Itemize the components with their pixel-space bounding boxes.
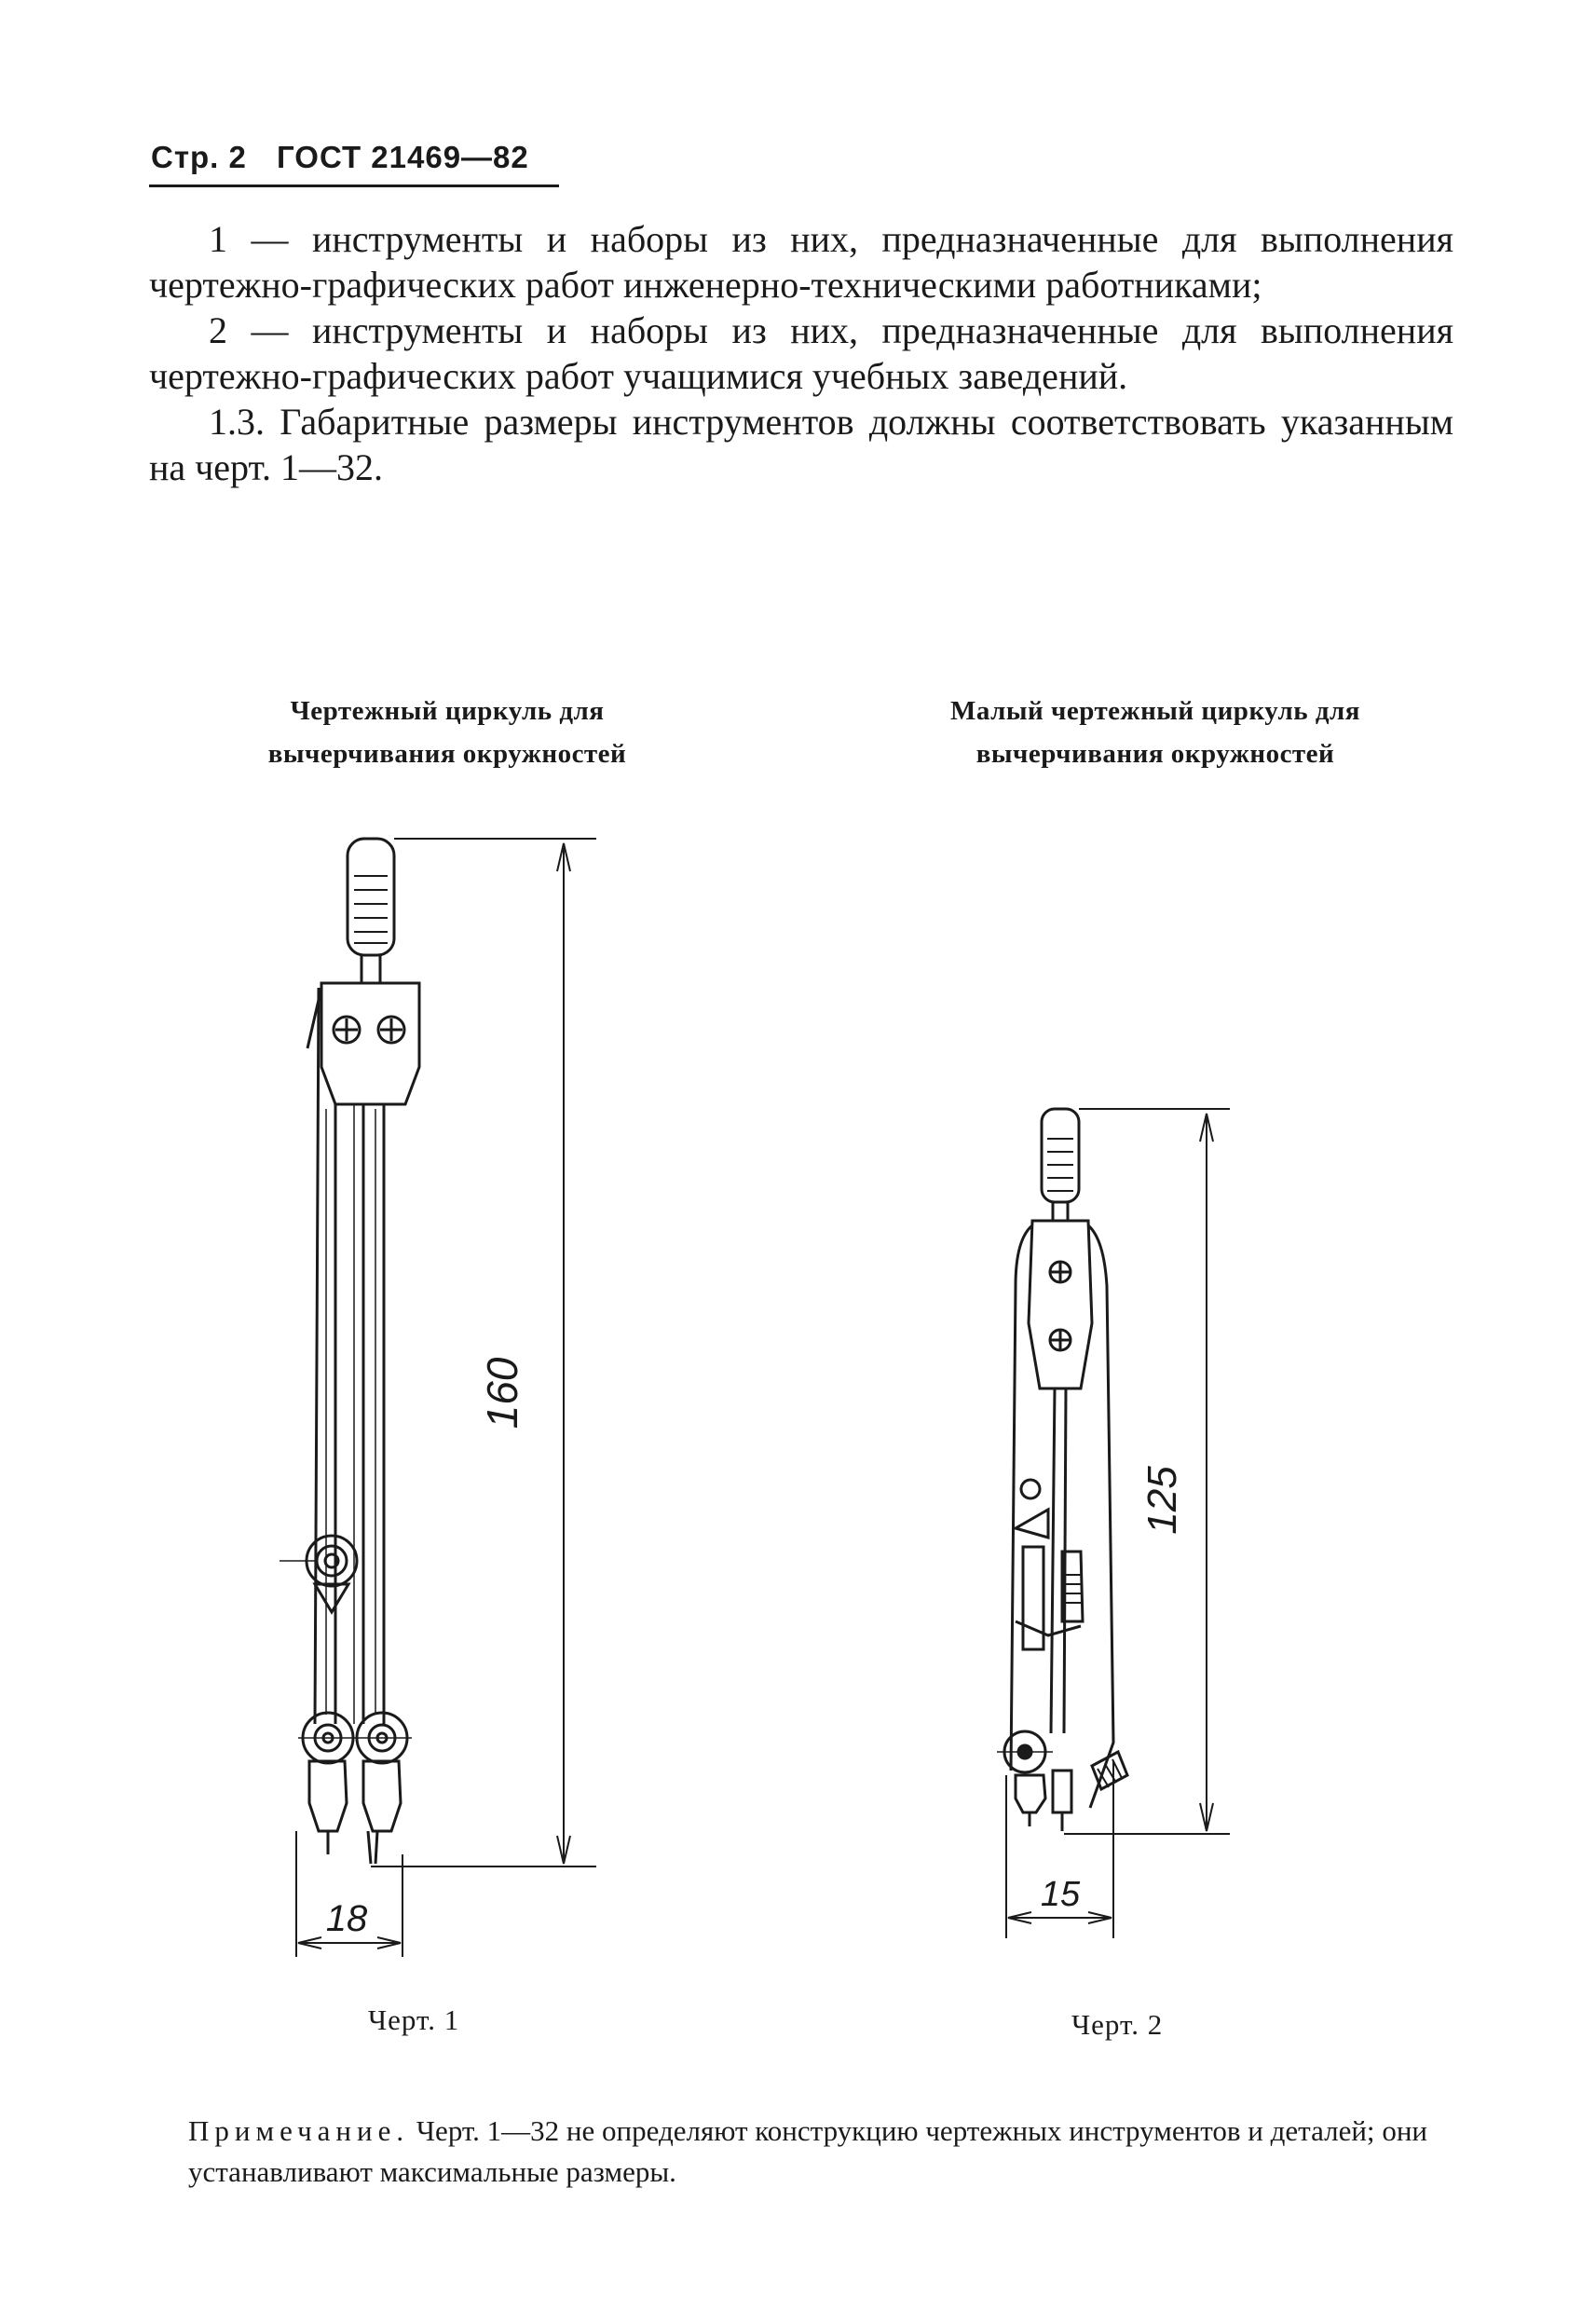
note-text: Черт. 1—32 не определяют конструкцию чертежных инструментов и деталей; они устанавливают максимальные размеры. bbox=[188, 2114, 1427, 2188]
standard-code: ГОСТ 21469—82 bbox=[277, 140, 529, 174]
paragraph-2: 2 — инструменты и наборы из них, предназначенные для выполнения чертежно-графических работ учащимися учебных заведений. bbox=[149, 309, 1453, 397]
dimension-width-1: 18 bbox=[325, 1898, 368, 1939]
figure-1-label: Черт. 1 bbox=[368, 2003, 460, 2036]
dimension-width-2: 15 bbox=[1040, 1875, 1081, 1914]
figure-1-caption-line-2: вычерчивания окружностей bbox=[267, 739, 627, 769]
note-label: Примечание. bbox=[188, 2114, 410, 2147]
page-number: Стр. 2 bbox=[151, 140, 247, 174]
figure-1-caption-line-1: Чертежный циркуль для bbox=[290, 696, 605, 726]
compass-drawing-large bbox=[280, 839, 596, 1957]
note bbox=[188, 2111, 1427, 2193]
figure-2-caption-line-1: Малый чертежный циркуль для bbox=[949, 696, 1361, 726]
figure-2-label: Черт. 2 bbox=[1071, 2008, 1164, 2041]
dimension-height-2: 125 bbox=[1139, 1466, 1185, 1535]
figure-2-caption-line-2: вычерчивания окружностей bbox=[975, 739, 1335, 769]
paragraph-3: 1.3. Габаритные размеры инструментов должны соответствовать указанным на черт. 1—32. bbox=[149, 401, 1453, 488]
compass-drawing-small bbox=[997, 1109, 1230, 1938]
dimension-height-1: 160 bbox=[478, 1357, 526, 1429]
paragraph-1: 1 — инструменты и наборы из них, предназначенные для выполнения чертежно-графических работ инженерно-техническими работниками; bbox=[149, 218, 1453, 306]
